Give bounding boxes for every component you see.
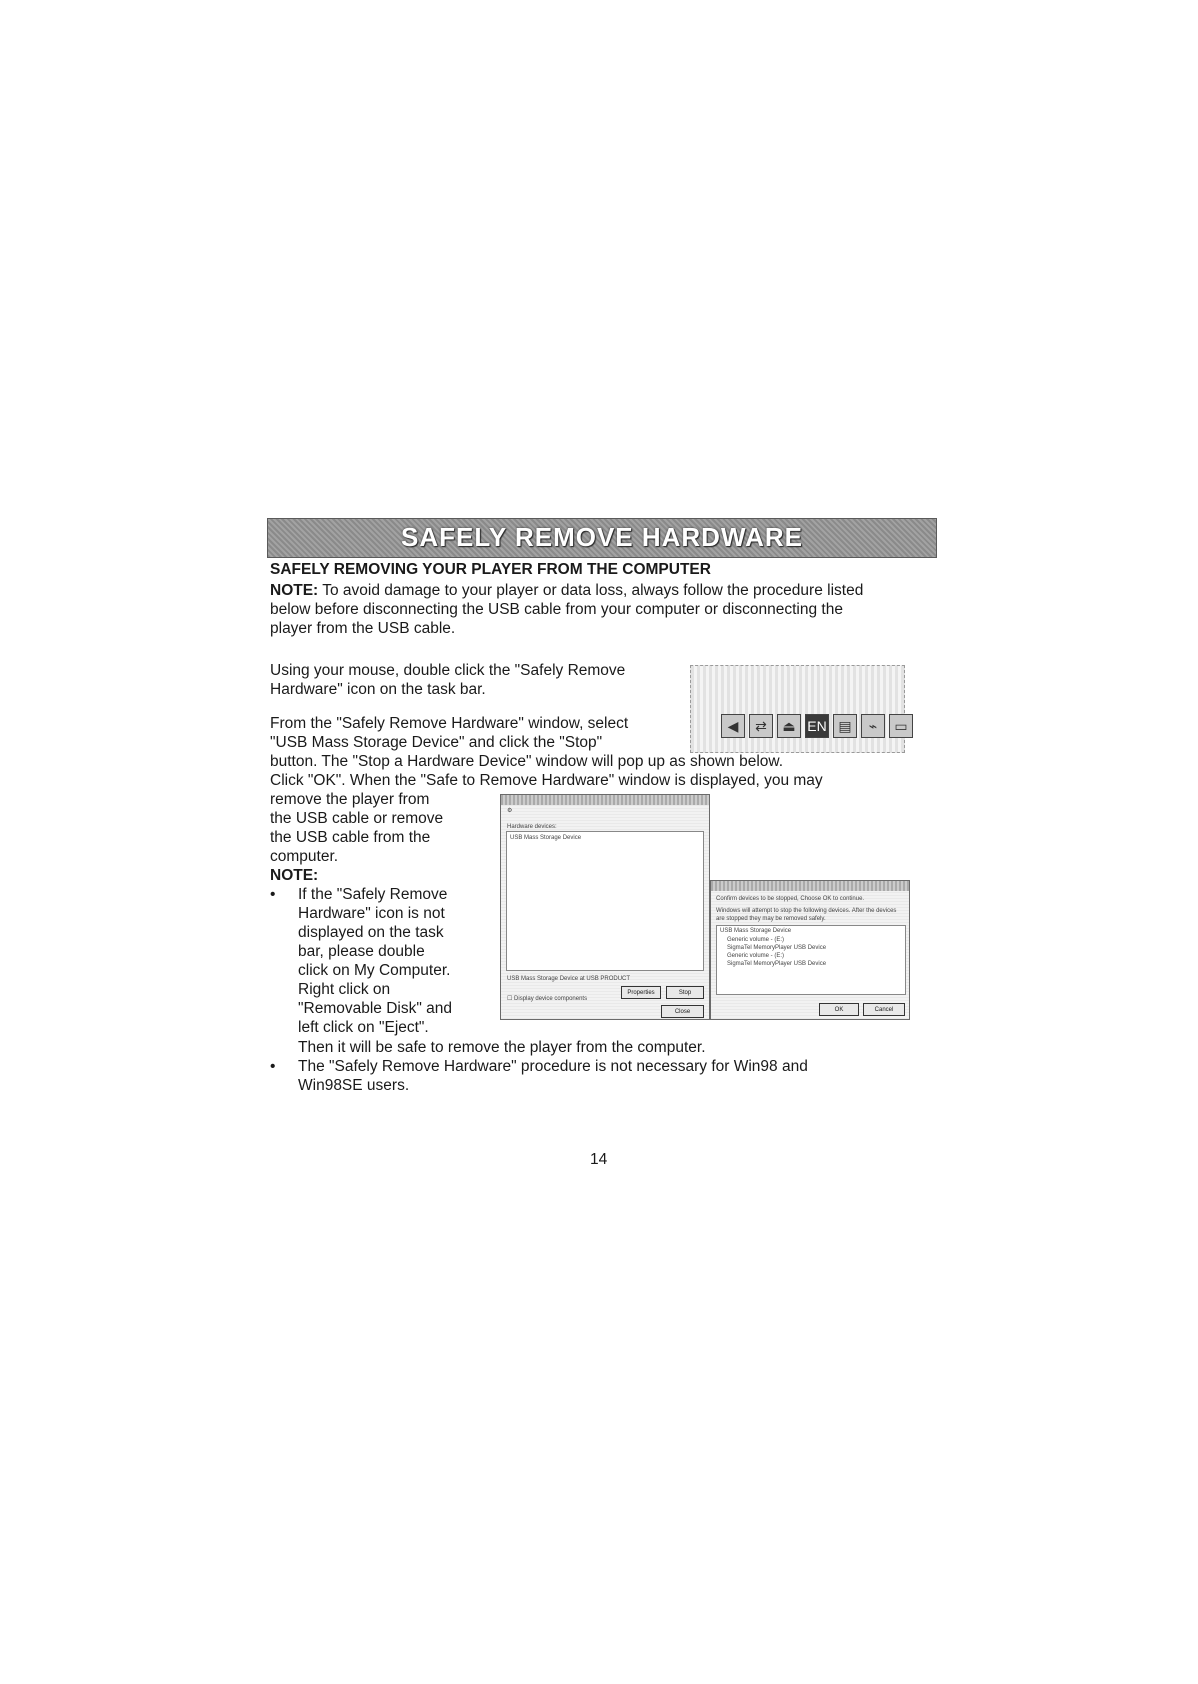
section-banner xyxy=(267,518,937,558)
section-heading: SAFELY REMOVING YOUR PLAYER FROM THE COMPUTER xyxy=(270,561,711,578)
device-list-item[interactable]: SigmaTel MemoryPlayer USB Device xyxy=(727,945,827,951)
banner-title: SAFELY REMOVE HARDWARE xyxy=(401,522,803,552)
step-line: "USB Mass Storage Device" and click the "Stop" xyxy=(270,734,603,751)
bullet-item xyxy=(270,1057,808,1095)
note-line: player from the USB cable. xyxy=(270,620,456,637)
printer-icon: ▤ xyxy=(833,714,857,738)
title-bar xyxy=(711,881,909,891)
language-icon: EN xyxy=(805,714,829,738)
step-line: button. The "Stop a Hardware Device" window will pop up as shown below. xyxy=(270,753,784,770)
safely-remove-icon[interactable]: ⏏ xyxy=(777,714,801,738)
device-list[interactable] xyxy=(506,831,704,971)
device-status: USB Mass Storage Device at USB PRODUCT xyxy=(507,976,631,982)
after-bullet-line: Then it will be safe to remove the player from the computer. xyxy=(298,1039,706,1056)
note-line: To avoid damage to your player or data loss, always follow the procedure listed xyxy=(322,582,864,599)
left-line: computer. xyxy=(270,848,339,865)
stop-info: Windows will attempt to stop the following devices. After the devices are stopped they may be removed safely. xyxy=(716,908,897,922)
bullet-line: Right click on xyxy=(298,981,391,998)
page-number: 14 xyxy=(590,1151,608,1168)
note2-label: NOTE: xyxy=(270,867,319,884)
note-line: below before disconnecting the USB cable from your computer or disconnecting the xyxy=(270,601,843,618)
bullet-line: The "Safely Remove Hardware" procedure is not necessary for Win98 and xyxy=(298,1058,808,1075)
left-line: the USB cable from the xyxy=(270,829,431,846)
device-list-item[interactable]: USB Mass Storage Device xyxy=(510,835,582,841)
stop-prompt: Confirm devices to be stopped, Choose OK to continue. xyxy=(716,896,865,902)
bullet-line: displayed on the task xyxy=(298,924,444,941)
usb-icon: ⌁ xyxy=(861,714,885,738)
hardware-icon: ⚙ xyxy=(507,808,513,814)
step-line: From the "Safely Remove Hardware" window, select xyxy=(270,715,629,732)
bullet-line: click on My Computer. xyxy=(298,962,451,979)
left-line: the USB cable or remove xyxy=(270,810,444,827)
step-line: Hardware" icon on the task bar. xyxy=(270,681,486,698)
ok-button[interactable]: OK xyxy=(819,1003,859,1016)
checkbox-label: Display device components xyxy=(514,996,588,1002)
bullet-line: If the "Safely Remove xyxy=(298,886,448,903)
stop-device-window xyxy=(710,880,910,1020)
step2-paragraph xyxy=(270,714,823,790)
device-list-item[interactable]: Generic volume - (E:) xyxy=(727,937,785,943)
step1-paragraph xyxy=(270,661,625,699)
bullet-line: Win98SE users. xyxy=(298,1077,410,1094)
monitor-icon: ▭ xyxy=(889,714,913,738)
left-line: remove the player from xyxy=(270,791,430,808)
bullet-icon: • xyxy=(270,1058,276,1075)
bullet-line: "Removable Disk" and xyxy=(298,1000,453,1017)
device-list-item[interactable]: Generic volume - (E:) xyxy=(727,953,785,959)
title-bar xyxy=(501,795,709,805)
note-label: NOTE: xyxy=(270,582,319,599)
display-components-checkbox[interactable]: ☐ Display device components xyxy=(507,996,588,1002)
device-list-item[interactable]: USB Mass Storage Device xyxy=(720,928,792,934)
remove-hardware-window xyxy=(500,794,710,1020)
note-paragraph xyxy=(270,581,910,638)
bullet-item xyxy=(270,885,470,1037)
step-line: Click "OK". When the "Safe to Remove Hardware" window is displayed, you may xyxy=(270,772,823,789)
close-button[interactable]: Close xyxy=(661,1005,704,1018)
stop-device-list[interactable] xyxy=(716,925,906,995)
device-list-item[interactable]: SigmaTel MemoryPlayer USB Device xyxy=(727,961,827,967)
properties-button[interactable]: Properties xyxy=(621,986,661,999)
list-label: Hardware devices: xyxy=(507,824,557,830)
bullet-line: bar, please double xyxy=(298,943,425,960)
left-column-text xyxy=(270,790,470,1037)
speaker-icon: ◀ xyxy=(721,714,745,738)
network-icon: ⇄ xyxy=(749,714,773,738)
step-line: Using your mouse, double click the "Safely Remove xyxy=(270,662,626,679)
bullet-line: Hardware" icon is not xyxy=(298,905,445,922)
cancel-button[interactable]: Cancel xyxy=(863,1003,905,1016)
bullet-icon: • xyxy=(270,886,276,903)
stop-button[interactable]: Stop xyxy=(666,986,704,999)
bullet-line: left click on "Eject". xyxy=(298,1019,429,1036)
